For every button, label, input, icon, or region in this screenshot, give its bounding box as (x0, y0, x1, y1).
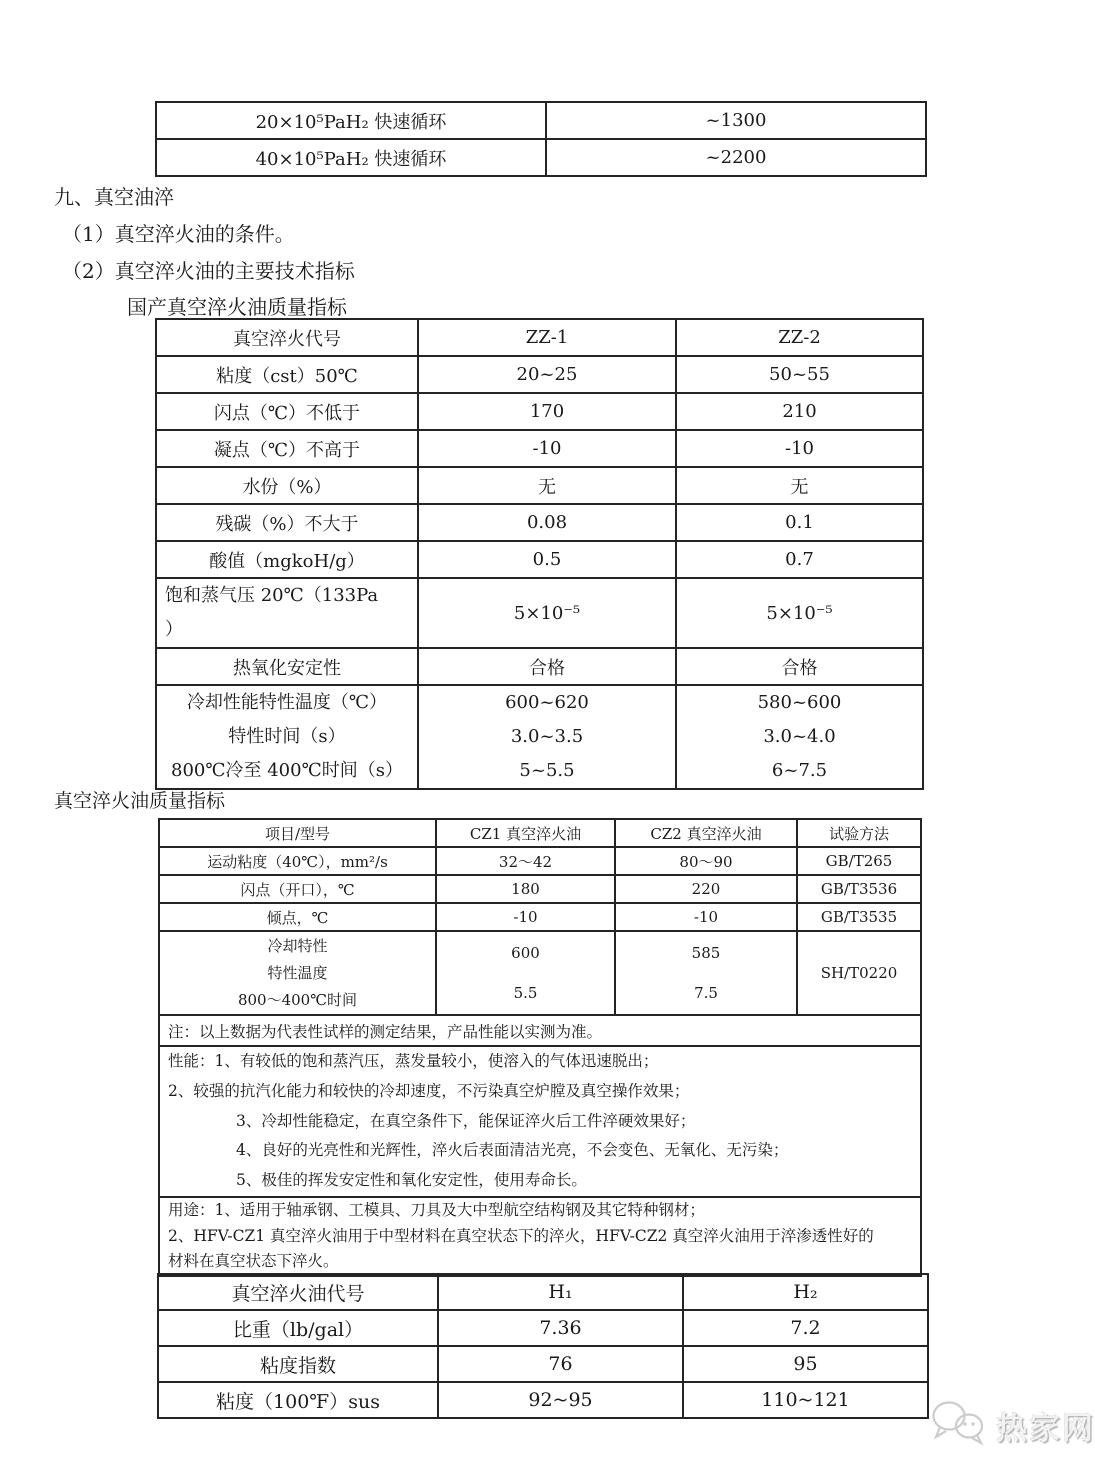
row-value: 0.08 (418, 504, 676, 541)
row-label: 凝点（℃）不高于 (156, 430, 418, 467)
table-row (159, 903, 921, 931)
row-value: 合格 (418, 648, 676, 685)
usage-line: 用途：1、适用于轴承钢、工模具、刀具及大中型航空结构钢及其它特种钢材； (168, 1200, 705, 1219)
section-heading: 九、真空油淬 (54, 185, 174, 209)
row-label (159, 931, 436, 1015)
h-oil-code-table (157, 1273, 929, 1419)
table-row (156, 578, 923, 648)
column-header: CZ1 真空淬火油 (436, 819, 615, 847)
table-row (156, 102, 926, 139)
table-row (156, 319, 923, 356)
row-value: 0.5 (418, 541, 676, 578)
row-value (615, 931, 797, 1015)
row-method: GB/T265 (797, 847, 921, 875)
cz-oil-quality-table (158, 818, 922, 1277)
label-line: 特性时间（s） (228, 726, 346, 747)
label-line: 800～400℃时间 (237, 990, 358, 1009)
row-value: 7.36 (438, 1310, 683, 1346)
row-label: 真空淬火代号 (156, 319, 418, 356)
label-line: ） (165, 619, 183, 640)
value-line: 580~600 (757, 692, 842, 713)
column-header: 项目/型号 (159, 819, 436, 847)
table-row (156, 648, 923, 685)
row-value: 5×10⁻⁵ (676, 578, 923, 648)
value-line: 3.0~3.5 (510, 726, 584, 747)
row-value: 无 (418, 467, 676, 504)
usage-row (159, 1197, 921, 1276)
usage-line: 材料在真空状态下淬火。 (168, 1252, 339, 1271)
row-label: 粘度指数 (158, 1346, 438, 1382)
value-line: 5.5 (513, 984, 538, 1002)
table-row (156, 430, 923, 467)
value-line: 585 (691, 944, 721, 962)
table-row (156, 356, 923, 393)
row-value: 80～90 (615, 847, 797, 875)
usage-line: 2、HFV-CZ1 真空淬火油用于中型材料在真空状态下的淬火，HFV-CZ2 真空淬火油用于淬渗透性好的 (168, 1226, 874, 1245)
row-value: 95 (683, 1346, 928, 1382)
chat-bubbles-icon (928, 1398, 990, 1452)
note-text: 注：以上数据为代表性试样的测定结果，产品性能以实测为准。 (159, 1015, 921, 1046)
performance-line: 4、良好的光亮性和光辉性，淬火后表面清洁光亮，不会变色、无氧化、无污染； (236, 1141, 789, 1160)
row-value: 92~95 (438, 1382, 683, 1418)
table-header-row (159, 819, 921, 847)
table-row (158, 1382, 928, 1418)
table-row (156, 467, 923, 504)
row-value: 32～42 (436, 847, 615, 875)
row-value: 0.7 (676, 541, 923, 578)
value-line: 6~7.5 (771, 760, 828, 781)
row-value: 180 (436, 875, 615, 903)
row-label: 真空淬火油代号 (158, 1274, 438, 1310)
value-line: 7.5 (694, 984, 718, 1002)
row-value (418, 685, 676, 789)
performance-line: 2、较强的抗汽化能力和较快的冷却速度，不污染真空炉膛及真空操作效果； (168, 1081, 690, 1100)
label-line: 冷却特性 (267, 936, 328, 955)
row-value: 170 (418, 393, 676, 430)
row-value: H₂ (683, 1274, 928, 1310)
row-value: 50~55 (676, 356, 923, 393)
table-row (156, 139, 926, 176)
domestic-table-title: 国产真空淬火油质量指标 (127, 295, 347, 319)
row-value: ZZ-2 (676, 319, 923, 356)
column-header: 试验方法 (797, 819, 921, 847)
row-value (676, 685, 923, 789)
row-label: 残碳（%）不大于 (156, 504, 418, 541)
performance-line: 3、冷却性能稳定，在真空条件下，能保证淬火后工件淬硬效果好； (236, 1111, 696, 1130)
table-row (156, 685, 923, 789)
row-value: -10 (615, 903, 797, 931)
row-value: -10 (418, 430, 676, 467)
table-row (156, 393, 923, 430)
row-value: 7.2 (683, 1310, 928, 1346)
row-label: 闪点（℃）不低于 (156, 393, 418, 430)
row-value: 0.1 (676, 504, 923, 541)
performance-line: 性能：1、有较低的饱和蒸汽压，蒸发量较小，使溶入的气体迅速脱出； (168, 1052, 659, 1070)
performance-text (159, 1046, 921, 1197)
usage-text (159, 1197, 921, 1276)
row-value: 76 (438, 1346, 683, 1382)
row-value: 无 (676, 467, 923, 504)
row-value: 20~25 (418, 356, 676, 393)
label-line: 饱和蒸气压 20℃（133Pa (165, 585, 379, 606)
table-row (156, 541, 923, 578)
list-item-1: （1）真空淬火油的条件。 (62, 222, 295, 246)
table-row (159, 875, 921, 903)
row-label: 运动粘度（40℃），mm²/s (159, 847, 436, 875)
row-value: -10 (436, 903, 615, 931)
row-method: SH/T0220 (797, 931, 921, 1015)
row-method: GB/T3535 (797, 903, 921, 931)
gas-quench-table (155, 101, 927, 177)
row-value: 5×10⁻⁵ (418, 578, 676, 648)
label-line: 特性温度 (267, 963, 328, 982)
table-row (158, 1274, 928, 1310)
table-row (158, 1310, 928, 1346)
table-row (159, 847, 921, 875)
row-label (156, 685, 418, 789)
label-line: 800℃冷至 400℃时间（s） (171, 760, 403, 781)
row-value (436, 931, 615, 1015)
domestic-oil-quality-table (155, 318, 924, 790)
performance-row (159, 1046, 921, 1197)
row-value: -10 (676, 430, 923, 467)
row-value: ZZ-1 (418, 319, 676, 356)
watermark-text: 热家网 (996, 1410, 1095, 1447)
table-row (158, 1346, 928, 1382)
row-label: 水份（%） (156, 467, 418, 504)
row-label: 20×10⁵PaH₂ 快速循环 (156, 102, 546, 139)
row-label: 闪点（开口），℃ (159, 875, 436, 903)
value-line: 600 (511, 944, 540, 962)
row-value: H₁ (438, 1274, 683, 1310)
label-line: 冷却性能特性温度（℃） (186, 692, 388, 713)
row-value: ~2200 (546, 139, 926, 176)
row-label: 粘度（100℉）sus (158, 1382, 438, 1418)
row-label: 倾点，℃ (159, 903, 436, 931)
row-value: 210 (676, 393, 923, 430)
row-value: ~1300 (546, 102, 926, 139)
row-label: 粘度（cst）50℃ (156, 356, 418, 393)
row-label: 40×10⁵PaH₂ 快速循环 (156, 139, 546, 176)
row-value: 110~121 (683, 1382, 928, 1418)
row-label: 酸值（mgkoH/g） (156, 541, 418, 578)
row-label: 热氧化安定性 (156, 648, 418, 685)
cz-table-title: 真空淬火油质量指标 (54, 790, 226, 812)
row-label: 比重（lb/gal） (158, 1310, 438, 1346)
value-line: 3.0~4.0 (763, 726, 836, 747)
table-row (156, 504, 923, 541)
row-value: 合格 (676, 648, 923, 685)
site-watermark (928, 1398, 1095, 1452)
column-header: CZ2 真空淬火油 (615, 819, 797, 847)
list-item-2: （2）真空淬火油的主要技术指标 (62, 259, 355, 283)
value-line: 5~5.5 (519, 760, 575, 781)
row-method: GB/T3536 (797, 875, 921, 903)
performance-line: 5、极佳的挥发安定性和氧化安定性，使用寿命长。 (236, 1171, 587, 1190)
note-row (159, 1015, 921, 1046)
value-line: 600~620 (505, 692, 589, 713)
table-row (159, 931, 921, 1015)
row-value: 220 (615, 875, 797, 903)
row-label (156, 578, 418, 648)
